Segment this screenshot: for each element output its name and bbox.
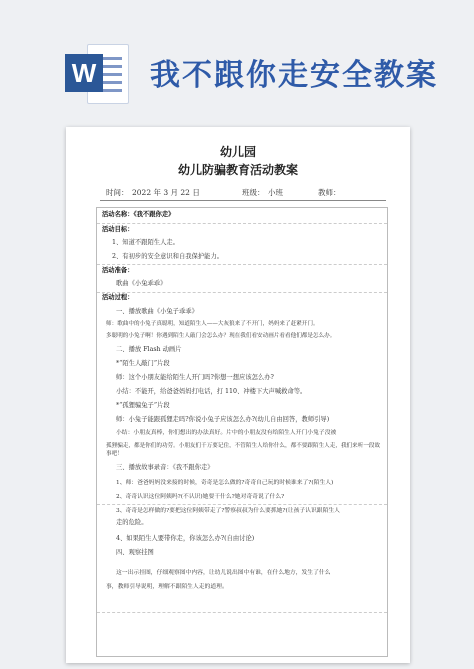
process-step-4: 四、观察挂图 [116,549,154,556]
process-text: 小结：不能开，给爸爸妈妈打电话，打 110、冲楼下大声喊救命等。 [116,388,307,395]
process-step-1: 一、播放歌曲《小兔子乖乖》 [116,308,198,315]
process-text: 小结：小朋友真棒，你们想出的办法真好。片中的小朋友没有给陌生人开门小兔子没被 [116,430,337,436]
process-step-2: 二、播放 Flash 动画片 [116,346,182,353]
banner-title: 我不跟你走安全教案 [150,58,438,93]
meta-underline [100,200,386,201]
teacher-label: 教师： [318,188,341,197]
process-step-3: 三、播放故事录音：《我不跟你走》 [116,464,214,471]
story-question-3-cont: 走的危险。 [116,519,148,526]
process-text: 师：这个小朋友能给陌生人开门吗?你想一想应该怎么办? [116,374,274,381]
process-text: 师：歌曲中的小兔子真聪明，知道陌生人——大灰狼来了不开门，妈妈来了赶紧开门。 [106,321,319,327]
document-title: 幼儿防骗教育活动教案 [177,163,298,177]
time-value: 2022 年 3 月 22 日 [132,188,200,197]
activity-goal-heading: 活动目标： [102,226,134,233]
goal-item-2: 2、有初步的安全意识和自我保护能力。 [112,253,224,260]
prep-item: 歌曲《小兔乖乖》 [116,280,167,287]
document-title-school: 幼儿园 [219,145,256,159]
word-document-icon [65,44,127,102]
activity-name-row: 活动名称：《我不跟你走》 [102,211,175,218]
process-text: *“陌生人敲门”片段 [116,360,170,367]
class-label: 班级： [242,188,265,197]
process-text: 多聪明的小兔子啊！你遇到陌生人敲门会怎么办？现在我们看安动画片看看他们都是怎么办。 [106,333,336,339]
banner [0,0,474,120]
process-text: *“孤狸骗兔子”片段 [116,402,170,409]
activity-process-heading: 活动过程： [102,294,134,301]
word-logo-letter: W [65,54,103,92]
story-question-2: 2、奇奇认识这位阿姨吗?(不认识)她要干什么?她对奇奇说了什么? [116,494,285,500]
story-question-1: 1、师：爸爸妈妈没来接的时候，奇奇是怎么做的?奇奇自己玩的时候谁来了?(陌生人) [116,480,334,486]
process-text: 师：小兔子能跟孤狸走吗?你说小兔子应该怎么办?(幼儿自由回答，教师引导) [116,416,330,423]
class-value: 小班 [268,188,283,197]
activity-prep-heading: 活动准备： [102,267,134,274]
story-question-4: 4、如果陌生人要带你走，你该怎么办?(自由讨论) [116,535,255,542]
process-text: 孤狸骗走，都是你们的功劳。小朋友们千万要记住，不管陌生人给你什么，都不要跟陌生人走，我们来听一段故事吧！ [106,443,381,457]
story-question-3: 3、奇奇是怎样做的?要把这位阿姨带走了?警察叔叔为什么要抓她?(让孩子认识跟陌生人 [116,508,340,514]
time-label: 时间： [106,188,129,197]
process-text: 事，教师引导说明，理解不跟陌生人走的道理。 [106,584,228,590]
process-text: 这一出示挂图，仔细观察图中内容，让幼儿说出图中有谁，在什么地方，发生了什么 [116,570,331,576]
goal-item-1: 1、知道不跟陌生人走。 [112,239,179,246]
document-page [66,127,410,663]
